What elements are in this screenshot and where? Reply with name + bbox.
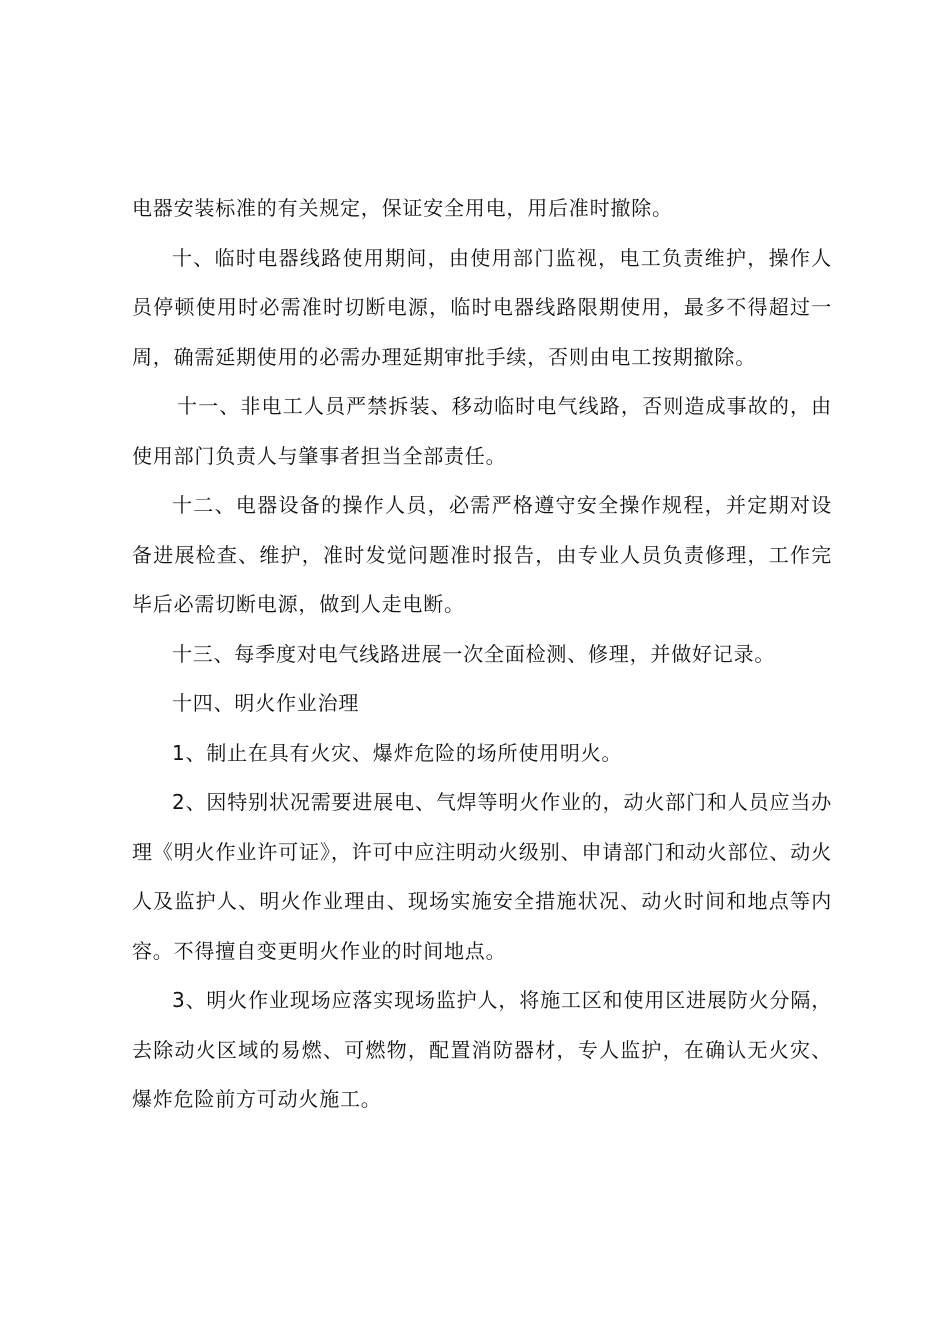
paragraph-item-11: 十一、非电工人员严禁拆装、移动临时电气线路，否则造成事故的，由使用部门负责人与肇事者担当全部责任。 [132,394,832,468]
document-body [132,184,832,1125]
paragraph-continuation: 电器安装标准的有关规定，保证安全用电，用后准时撤除。 [132,196,673,220]
paragraph-subitem-2: 2、因特别状况需要进展电、气焊等明火作业的，动火部门和人员应当办理《明火作业许可证》，许可中应注明动火级别、申请部门和动火部位、动火人及监护人、明火作业理由、现场实施安全措施状况、动火时间和地点等内容。不得擅自变更明火作业的时间地点。 [132,790,832,963]
paragraph-subitem-3: 3、明火作业现场应落实现场监护人，将施工区和使用区进展防火分隔，去除动火区域的易燃、可燃物，配置消防器材，专人监护，在确认无火灾、爆炸危险前方可动火施工。 [132,988,832,1111]
paragraph-item-12: 十二、电器设备的操作人员，必需严格遵守安全操作规程，并定期对设备进展检查、维护，准时发觉问题准时报告，由专业人员负责修理，工作完毕后必需切断电源，做到人走电断。 [132,493,832,616]
paragraph-item-13: 十三、每季度对电气线路进展一次全面检测、修理，并做好记录。 [172,641,776,666]
section-heading-14: 十四、明火作业治理 [172,691,360,715]
paragraph-subitem-1: 1、制止在具有火灾、爆炸危险的场所使用明火。 [172,740,623,765]
paragraph-item-10: 十、临时电器线路使用期间，由使用部门监视，电工负责维护，操作人员停顿使用时必需准时切断电源，临时电器线路限期使用，最多不得超过一周，确需延期使用的必需办理延期审批手续，否则由电工按期撤除。 [132,245,832,369]
